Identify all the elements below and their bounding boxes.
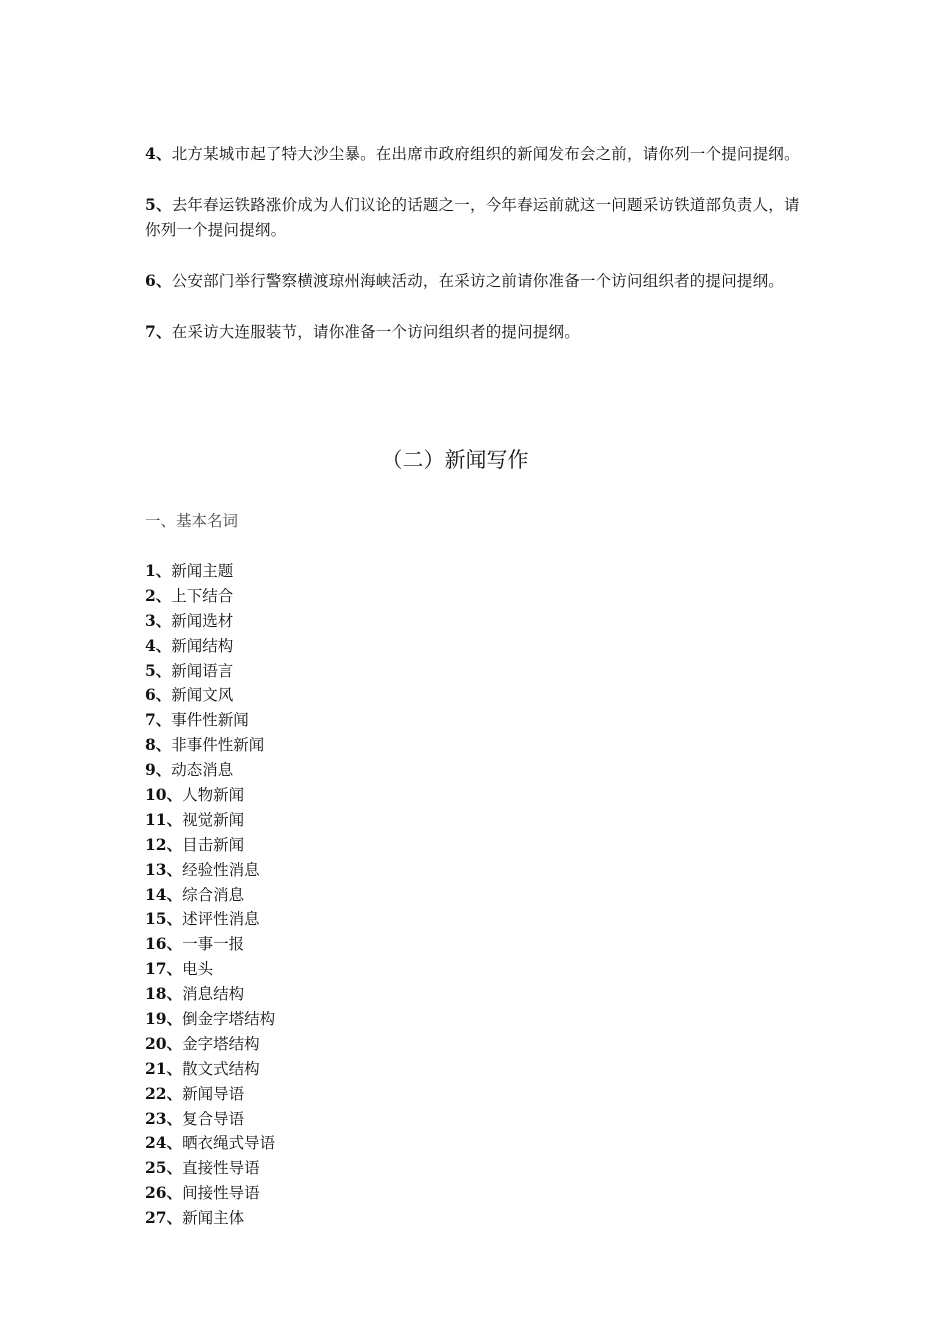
term-number: 21、 [145, 1058, 183, 1078]
term-number: 26、 [145, 1183, 183, 1203]
question-text: 在采访大连服装节，请你准备一个访问组织者的提问提纲。 [171, 323, 580, 341]
term-item [145, 634, 275, 659]
section-title-text: （二）新闻写作 [381, 448, 529, 472]
term-number: 24、 [145, 1133, 183, 1153]
term-number: 6、 [145, 685, 172, 705]
term-text: 新闻文风 [171, 686, 234, 705]
question-item [145, 319, 815, 345]
term-item [145, 1131, 275, 1156]
term-item [145, 833, 275, 858]
term-text: 人物新闻 [182, 786, 245, 805]
term-item [145, 883, 275, 908]
term-item [145, 683, 275, 708]
term-text: 新闻结构 [171, 636, 234, 655]
term-number: 25、 [145, 1158, 183, 1178]
section-title [0, 445, 950, 475]
term-text: 间接性导语 [182, 1184, 260, 1203]
term-item [145, 733, 275, 758]
term-number: 2、 [145, 585, 172, 605]
term-number: 5、 [145, 660, 172, 680]
term-item [145, 584, 275, 609]
term-text: 动态消息 [171, 761, 234, 780]
term-item [145, 1082, 275, 1107]
term-text: 直接性导语 [182, 1159, 260, 1178]
term-number: 27、 [145, 1208, 183, 1228]
term-number: 23、 [145, 1108, 183, 1128]
term-item [145, 907, 275, 932]
term-item [145, 758, 275, 783]
term-text: 消息结构 [182, 985, 245, 1004]
term-text: 新闻语言 [171, 661, 234, 680]
term-text: 述评性消息 [182, 910, 260, 929]
question-number: 7、 [145, 322, 172, 341]
question-text: 北方某城市起了特大沙尘暴。在出席市政府组织的新闻发布会之前，请你列一个提问提纲。 [171, 145, 800, 163]
term-item [145, 1181, 275, 1206]
term-item [145, 808, 275, 833]
term-text: 经验性消息 [182, 860, 260, 879]
term-item [145, 1107, 275, 1132]
term-text: 金字塔结构 [182, 1034, 260, 1053]
term-item [145, 1206, 275, 1231]
term-text: 新闻选材 [171, 611, 234, 630]
term-item [145, 1156, 275, 1181]
term-number: 9、 [145, 760, 172, 780]
term-text: 事件性新闻 [171, 711, 249, 730]
term-number: 22、 [145, 1083, 183, 1103]
term-item [145, 609, 275, 634]
term-number: 13、 [145, 859, 183, 879]
term-number: 10、 [145, 785, 183, 805]
term-number: 11、 [145, 809, 183, 829]
term-text: 电头 [182, 960, 214, 979]
question-item [145, 268, 815, 294]
term-item [145, 982, 275, 1007]
question-list [145, 141, 815, 370]
term-number: 18、 [145, 984, 183, 1004]
term-text: 目击新闻 [182, 835, 245, 854]
term-item [145, 783, 275, 808]
question-number: 4、 [145, 144, 172, 163]
term-number: 17、 [145, 959, 183, 979]
term-item [145, 1032, 275, 1057]
term-number: 14、 [145, 884, 183, 904]
term-number: 19、 [145, 1009, 183, 1029]
term-number: 16、 [145, 934, 183, 954]
term-text: 新闻主题 [171, 562, 234, 580]
term-list [145, 559, 275, 1231]
question-item [145, 141, 815, 167]
term-number: 15、 [145, 909, 183, 929]
term-item [145, 659, 275, 684]
term-text: 倒金字塔结构 [182, 1010, 276, 1029]
question-text: 公安部门举行警察横渡琼州海峡活动，在采访之前请你准备一个访问组织者的提问提纲。 [171, 272, 784, 290]
term-item [145, 708, 275, 733]
term-item [145, 1057, 275, 1082]
term-text: 复合导语 [182, 1109, 245, 1128]
term-item [145, 1007, 275, 1032]
term-number: 7、 [145, 710, 172, 730]
term-text: 一事一报 [182, 935, 245, 954]
question-number: 5、 [145, 195, 172, 214]
term-text: 视觉新闻 [182, 810, 245, 829]
question-number: 6、 [145, 271, 172, 290]
term-text: 新闻导语 [182, 1084, 245, 1103]
term-text: 非事件性新闻 [171, 736, 265, 755]
sub-heading: 一、基本名词 [145, 512, 239, 530]
term-text: 新闻主体 [182, 1209, 245, 1228]
term-text: 上下结合 [171, 586, 234, 605]
term-number: 1、 [145, 561, 172, 580]
term-item [145, 932, 275, 957]
question-item [145, 192, 815, 243]
question-text: 去年春运铁路涨价成为人们议论的话题之一，今年春运前就这一问题采访铁道部负责人，请你列一个提问提纲。 [145, 196, 800, 239]
term-text: 晒衣绳式导语 [182, 1134, 276, 1153]
term-number: 12、 [145, 834, 183, 854]
term-item [145, 858, 275, 883]
term-text: 综合消息 [182, 885, 245, 904]
term-number: 4、 [145, 635, 172, 655]
term-text: 散文式结构 [182, 1059, 260, 1078]
term-item [145, 559, 275, 584]
term-number: 20、 [145, 1033, 183, 1053]
term-number: 3、 [145, 610, 172, 630]
term-item [145, 957, 275, 982]
term-number: 8、 [145, 735, 172, 755]
